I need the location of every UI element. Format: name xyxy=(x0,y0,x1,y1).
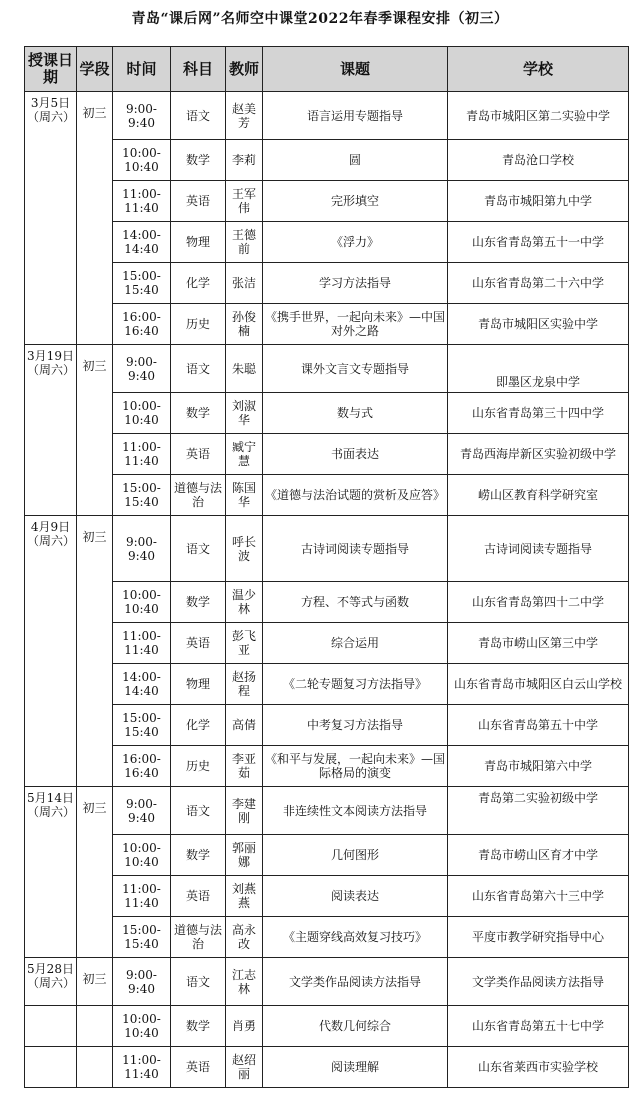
time-cell: 11:00-11:40 xyxy=(113,623,171,664)
topic-cell: 《携手世界，一起向未来》—中国对外之路 xyxy=(263,304,448,345)
school-cell: 山东省青岛第五十七中学 xyxy=(448,1006,629,1047)
topic-cell: 阅读表达 xyxy=(263,876,448,917)
header-time: 时间 xyxy=(113,47,171,92)
table-row xyxy=(25,664,629,705)
subject-cell: 化学 xyxy=(171,705,226,746)
topic-cell: 几何图形 xyxy=(263,835,448,876)
table-row xyxy=(25,1006,629,1047)
school-cell: 青岛第二实验初级中学 xyxy=(448,787,629,835)
table-row xyxy=(25,705,629,746)
topic-cell: 学习方法指导 xyxy=(263,263,448,304)
stage-cell-empty xyxy=(77,1047,113,1088)
time-cell: 9:00-9:40 xyxy=(113,958,171,1006)
school-cell: 山东省青岛第五十中学 xyxy=(448,705,629,746)
school-cell: 古诗词阅读专题指导 xyxy=(448,516,629,582)
table-row xyxy=(25,746,629,787)
subject-cell: 数学 xyxy=(171,835,226,876)
teacher-cell: 王德前 xyxy=(226,222,263,263)
teacher-cell: 郭丽娜 xyxy=(226,835,263,876)
subject-cell: 语文 xyxy=(171,92,226,140)
subject-cell: 语文 xyxy=(171,345,226,393)
time-cell: 10:00-10:40 xyxy=(113,140,171,181)
table-row xyxy=(25,345,629,393)
teacher-cell: 臧宁慧 xyxy=(226,434,263,475)
teacher-cell: 陈国华 xyxy=(226,475,263,516)
subject-cell: 道德与法治 xyxy=(171,917,226,958)
table-row xyxy=(25,1047,629,1088)
school-cell: 青岛西海岸新区实验初级中学 xyxy=(448,434,629,475)
school-cell: 山东省青岛第六十三中学 xyxy=(448,876,629,917)
date-cell: 4月9日（周六） xyxy=(25,516,77,787)
time-cell: 16:00-16:40 xyxy=(113,746,171,787)
time-cell: 11:00-11:40 xyxy=(113,434,171,475)
table-row xyxy=(25,304,629,345)
teacher-cell: 肖勇 xyxy=(226,1006,263,1047)
school-cell: 青岛市崂山区第三中学 xyxy=(448,623,629,664)
stage-cell: 初三 xyxy=(77,92,113,345)
topic-cell: 《主题穿线高效复习技巧》 xyxy=(263,917,448,958)
school-cell: 山东省莱西市实验学校 xyxy=(448,1047,629,1088)
table-row xyxy=(25,92,629,140)
header-stage: 学段 xyxy=(77,47,113,92)
teacher-cell: 李建刚 xyxy=(226,787,263,835)
time-cell: 15:00-15:40 xyxy=(113,263,171,304)
stage-cell: 初三 xyxy=(77,958,113,1006)
subject-cell: 数学 xyxy=(171,1006,226,1047)
table-row xyxy=(25,958,629,1006)
time-cell: 11:00-11:40 xyxy=(113,876,171,917)
header-row xyxy=(25,47,629,92)
date-cell-empty xyxy=(25,1047,77,1088)
header-subject: 科目 xyxy=(171,47,226,92)
subject-cell: 英语 xyxy=(171,623,226,664)
teacher-cell: 赵绍丽 xyxy=(226,1047,263,1088)
time-cell: 10:00-10:40 xyxy=(113,393,171,434)
subject-cell: 英语 xyxy=(171,181,226,222)
topic-cell: 非连续性文本阅读方法指导 xyxy=(263,787,448,835)
subject-cell: 英语 xyxy=(171,1047,226,1088)
teacher-cell: 李亚茹 xyxy=(226,746,263,787)
topic-cell: 《二轮专题复习方法指导》 xyxy=(263,664,448,705)
topic-cell: 综合运用 xyxy=(263,623,448,664)
time-cell: 9:00-9:40 xyxy=(113,345,171,393)
time-cell: 10:00-10:40 xyxy=(113,835,171,876)
stage-cell: 初三 xyxy=(77,345,113,516)
topic-cell: 语言运用专题指导 xyxy=(263,92,448,140)
teacher-cell: 赵扬程 xyxy=(226,664,263,705)
school-cell: 山东省青岛第四十二中学 xyxy=(448,582,629,623)
topic-cell: 圆 xyxy=(263,140,448,181)
school-cell: 青岛沧口学校 xyxy=(448,140,629,181)
subject-cell: 物理 xyxy=(171,664,226,705)
time-cell: 15:00-15:40 xyxy=(113,705,171,746)
teacher-cell: 高永改 xyxy=(226,917,263,958)
teacher-cell: 刘燕燕 xyxy=(226,876,263,917)
topic-cell: 书面表达 xyxy=(263,434,448,475)
teacher-cell: 张洁 xyxy=(226,263,263,304)
table-row xyxy=(25,835,629,876)
time-cell: 11:00-11:40 xyxy=(113,181,171,222)
teacher-cell: 江志林 xyxy=(226,958,263,1006)
school-cell: 山东省青岛第二十六中学 xyxy=(448,263,629,304)
table-row xyxy=(25,222,629,263)
table-row xyxy=(25,140,629,181)
topic-cell: 《浮力》 xyxy=(263,222,448,263)
table-row xyxy=(25,263,629,304)
page-title: 青岛“课后网”名师空中课堂2022年春季课程安排（初三） xyxy=(131,11,509,27)
date-cell: 3月5日（周六） xyxy=(25,92,77,345)
topic-cell: 数与式 xyxy=(263,393,448,434)
topic-cell: 《和平与发展，一起向未来》—国际格局的演变 xyxy=(263,746,448,787)
table-row xyxy=(25,623,629,664)
header-date: 授课日期 xyxy=(25,47,77,92)
header-teacher: 教师 xyxy=(226,47,263,92)
teacher-cell: 彭飞亚 xyxy=(226,623,263,664)
table-row xyxy=(25,434,629,475)
table-row xyxy=(25,516,629,582)
stage-cell-empty xyxy=(77,1006,113,1047)
table-row xyxy=(25,582,629,623)
school-cell: 山东省青岛市城阳区白云山学校 xyxy=(448,664,629,705)
subject-cell: 语文 xyxy=(171,516,226,582)
school-cell: 文学类作品阅读方法指导 xyxy=(448,958,629,1006)
time-cell: 10:00-10:40 xyxy=(113,1006,171,1047)
subject-cell: 道德与法治 xyxy=(171,475,226,516)
time-cell: 14:00-14:40 xyxy=(113,664,171,705)
header-school: 学校 xyxy=(448,47,629,92)
header-topic: 课题 xyxy=(263,47,448,92)
subject-cell: 英语 xyxy=(171,876,226,917)
school-cell: 青岛市城阳第九中学 xyxy=(448,181,629,222)
teacher-cell: 朱聪 xyxy=(226,345,263,393)
date-cell-empty xyxy=(25,1006,77,1047)
teacher-cell: 王军伟 xyxy=(226,181,263,222)
school-cell: 青岛市崂山区育才中学 xyxy=(448,835,629,876)
topic-cell: 方程、不等式与函数 xyxy=(263,582,448,623)
subject-cell: 数学 xyxy=(171,140,226,181)
teacher-cell: 刘淑华 xyxy=(226,393,263,434)
school-cell: 山东省青岛第五十一中学 xyxy=(448,222,629,263)
teacher-cell: 高倩 xyxy=(226,705,263,746)
school-cell: 青岛市城阳区实验中学 xyxy=(448,304,629,345)
table-row xyxy=(25,876,629,917)
school-cell: 平度市教学研究指导中心 xyxy=(448,917,629,958)
topic-cell: 完形填空 xyxy=(263,181,448,222)
teacher-cell: 赵美芳 xyxy=(226,92,263,140)
time-cell: 9:00-9:40 xyxy=(113,92,171,140)
stage-cell: 初三 xyxy=(77,516,113,787)
table-row xyxy=(25,393,629,434)
subject-cell: 语文 xyxy=(171,787,226,835)
school-cell: 山东省青岛第三十四中学 xyxy=(448,393,629,434)
subject-cell: 数学 xyxy=(171,582,226,623)
topic-cell: 文学类作品阅读方法指导 xyxy=(263,958,448,1006)
time-cell: 9:00-9:40 xyxy=(113,787,171,835)
topic-cell: 古诗词阅读专题指导 xyxy=(263,516,448,582)
stage-cell: 初三 xyxy=(77,787,113,958)
date-cell: 5月28日（周六） xyxy=(25,958,77,1006)
school-cell: 青岛市城阳区第二实验中学 xyxy=(448,92,629,140)
time-cell: 15:00-15:40 xyxy=(113,917,171,958)
teacher-cell: 孙俊楠 xyxy=(226,304,263,345)
school-cell: 青岛市城阳第六中学 xyxy=(448,746,629,787)
subject-cell: 数学 xyxy=(171,393,226,434)
topic-cell: 课外文言文专题指导 xyxy=(263,345,448,393)
topic-cell: 代数几何综合 xyxy=(263,1006,448,1047)
time-cell: 16:00-16:40 xyxy=(113,304,171,345)
topic-cell: 阅读理解 xyxy=(263,1047,448,1088)
teacher-cell: 李莉 xyxy=(226,140,263,181)
time-cell: 11:00-11:40 xyxy=(113,1047,171,1088)
date-cell: 5月14日（周六） xyxy=(25,787,77,958)
subject-cell: 物理 xyxy=(171,222,226,263)
time-cell: 10:00-10:40 xyxy=(113,582,171,623)
school-cell: 即墨区龙泉中学 xyxy=(448,345,629,393)
time-cell: 15:00-15:40 xyxy=(113,475,171,516)
teacher-cell: 呼长波 xyxy=(226,516,263,582)
table-row xyxy=(25,917,629,958)
time-cell: 14:00-14:40 xyxy=(113,222,171,263)
table-row xyxy=(25,787,629,835)
subject-cell: 历史 xyxy=(171,746,226,787)
date-cell: 3月19日（周六） xyxy=(25,345,77,516)
school-cell: 崂山区教育科学研究室 xyxy=(448,475,629,516)
subject-cell: 化学 xyxy=(171,263,226,304)
subject-cell: 英语 xyxy=(171,434,226,475)
time-cell: 9:00-9:40 xyxy=(113,516,171,582)
table-row xyxy=(25,181,629,222)
topic-cell: 《道德与法治试题的赏析及应答》 xyxy=(263,475,448,516)
topic-cell: 中考复习方法指导 xyxy=(263,705,448,746)
teacher-cell: 温少林 xyxy=(226,582,263,623)
subject-cell: 语文 xyxy=(171,958,226,1006)
subject-cell: 历史 xyxy=(171,304,226,345)
table-row xyxy=(25,475,629,516)
schedule-table xyxy=(24,46,629,1088)
